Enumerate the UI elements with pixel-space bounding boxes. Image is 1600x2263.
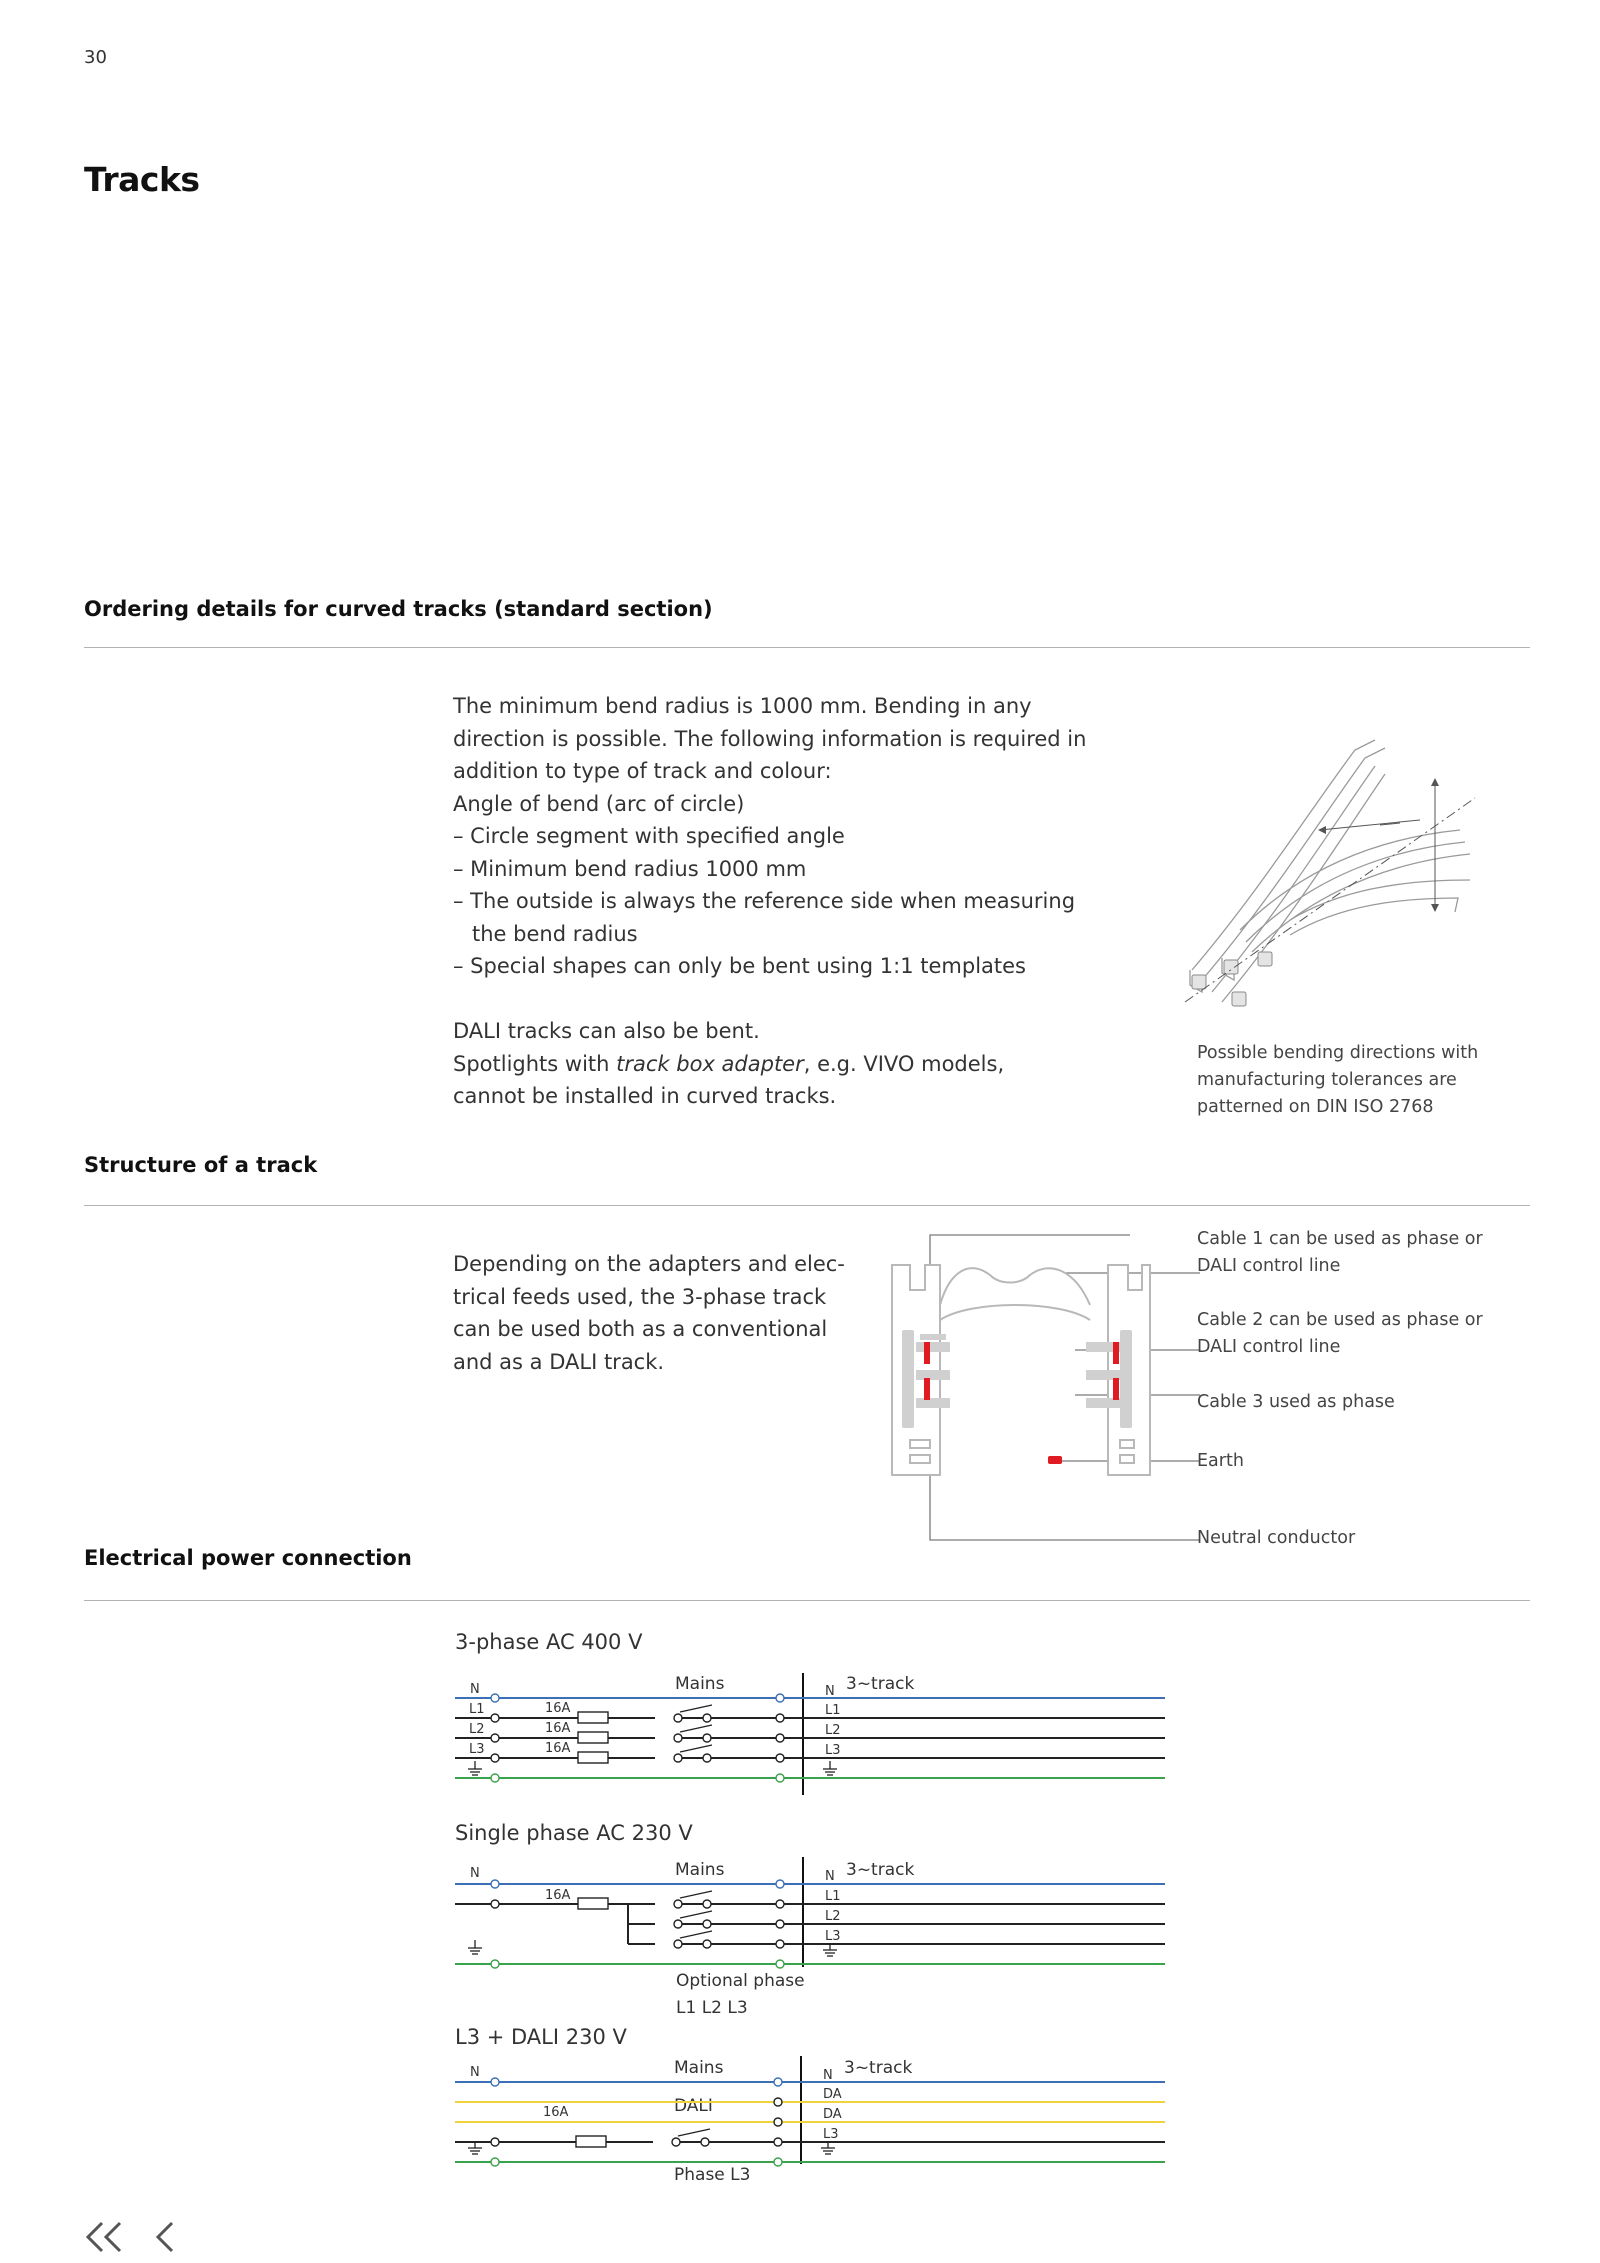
text-line: cannot be installed in curved tracks. bbox=[453, 1084, 837, 1108]
wire-label: L3 bbox=[823, 2127, 839, 2142]
wiring-diagram-single-phase bbox=[450, 1852, 1170, 2022]
text-line: addition to type of track and colour: bbox=[453, 759, 832, 783]
text-line: Depending on the adapters and elec- bbox=[453, 1252, 845, 1276]
structure-body-text bbox=[453, 1248, 845, 1378]
wiring-diagram-3phase bbox=[450, 1665, 1170, 1815]
caption-line: Possible bending directions with bbox=[1197, 1043, 1479, 1063]
wire-label: L1 bbox=[825, 1889, 841, 1904]
text-line: – The outside is always the reference side when measuring bbox=[453, 889, 1076, 913]
wire-label: N bbox=[825, 1684, 835, 1699]
phase-l3-label: Phase L3 bbox=[674, 2165, 751, 2185]
dali-label: DALI bbox=[674, 2096, 713, 2116]
text-span: , e.g. VIVO models, bbox=[803, 1051, 1005, 1076]
wire-label: L2 bbox=[469, 1722, 485, 1737]
section-divider bbox=[84, 647, 1530, 648]
optional-phase-options: L1 L2 L3 bbox=[676, 1998, 748, 2018]
caption-line: patterned on DIN ISO 2768 bbox=[1197, 1097, 1434, 1117]
wire-label: DA bbox=[823, 2107, 842, 2122]
diagram-title-3phase: 3-phase AC 400 V bbox=[455, 1630, 643, 1654]
chevron-left-icon[interactable] bbox=[154, 2220, 180, 2254]
label-earth: Earth bbox=[1197, 1451, 1244, 1471]
text-line: – Circle segment with specified angle bbox=[453, 824, 845, 848]
wire-label: L3 bbox=[825, 1743, 841, 1758]
wire-label: L2 bbox=[825, 1723, 841, 1738]
section-heading-structure: Structure of a track bbox=[84, 1153, 318, 1177]
caption-line: manufacturing tolerances are bbox=[1197, 1070, 1457, 1090]
label-cable-3: Cable 3 used as phase bbox=[1197, 1392, 1395, 1412]
text-span: Spotlights with bbox=[453, 1051, 617, 1076]
text-line: the bend radius bbox=[472, 921, 638, 946]
label-line: DALI control line bbox=[1197, 1256, 1341, 1276]
text-line: and as a DALI track. bbox=[453, 1349, 665, 1374]
mains-label: Mains bbox=[674, 2058, 724, 2078]
track-label: 3~track bbox=[846, 1860, 915, 1880]
curved-body-text bbox=[453, 690, 1086, 1113]
wire-label: N bbox=[470, 1866, 480, 1881]
diagram-title-single-phase: Single phase AC 230 V bbox=[455, 1821, 693, 1845]
wire-label: L1 bbox=[825, 1703, 841, 1718]
page-title: Tracks bbox=[84, 160, 200, 199]
text-line: can be used both as a conventional bbox=[453, 1317, 828, 1341]
wire-label: L3 bbox=[469, 1742, 485, 1757]
wire-label: L3 bbox=[825, 1929, 841, 1944]
wire-label: N bbox=[470, 1682, 480, 1697]
track-label: 3~track bbox=[844, 2058, 913, 2078]
label-neutral: Neutral conductor bbox=[1197, 1528, 1356, 1548]
text-line bbox=[453, 1048, 1086, 1081]
text-line: direction is possible. The following information is required in bbox=[453, 726, 1087, 751]
text-line: – Special shapes can only be bent using 1:1 templates bbox=[453, 954, 1026, 978]
section-divider bbox=[84, 1600, 1530, 1601]
label-cable-2 bbox=[1197, 1307, 1483, 1361]
wire-label: L2 bbox=[825, 1909, 841, 1924]
section-heading-curved: Ordering details for curved tracks (standard section) bbox=[84, 597, 713, 621]
label-cable-1 bbox=[1197, 1226, 1483, 1280]
text-line: trical feeds used, the 3-phase track bbox=[453, 1284, 827, 1309]
text-line: – Minimum bend radius 1000 mm bbox=[453, 856, 807, 881]
track-label: 3~track bbox=[846, 1674, 915, 1694]
optional-phase-label: Optional phase bbox=[676, 1971, 805, 1991]
wire-label: N bbox=[825, 1869, 835, 1884]
text-line: Angle of bend (arc of circle) bbox=[453, 791, 745, 816]
page-number: 30 bbox=[84, 47, 107, 68]
mains-label: Mains bbox=[675, 1674, 725, 1694]
wiring-diagram-dali bbox=[450, 2052, 1170, 2187]
label-line: DALI control line bbox=[1197, 1337, 1341, 1357]
fuse-label: 16A bbox=[543, 2105, 569, 2120]
label-line: Cable 2 can be used as phase or bbox=[1197, 1310, 1483, 1330]
wire-label: DA bbox=[823, 2087, 842, 2102]
fuse-label: 16A bbox=[545, 1741, 571, 1756]
curved-track-illustration bbox=[1180, 730, 1480, 1010]
text-line: DALI tracks can also be bent. bbox=[453, 1019, 760, 1043]
text-line: The minimum bend radius is 1000 mm. Bending in any bbox=[453, 694, 1032, 718]
track-cross-section bbox=[880, 1230, 1200, 1550]
wire-label: L1 bbox=[469, 1702, 485, 1717]
italic-term: track box adapter bbox=[616, 1051, 804, 1076]
double-chevron-left-icon[interactable] bbox=[82, 2220, 128, 2254]
fuse-label: 16A bbox=[545, 1701, 571, 1716]
section-heading-electrical: Electrical power connection bbox=[84, 1546, 412, 1570]
bending-caption bbox=[1197, 1040, 1478, 1121]
fuse-label: 16A bbox=[545, 1721, 571, 1736]
diagram-title-dali: L3 + DALI 230 V bbox=[455, 2025, 627, 2049]
section-divider bbox=[84, 1205, 1530, 1206]
fuse-label: 16A bbox=[545, 1888, 571, 1903]
wire-label: N bbox=[470, 2065, 480, 2080]
label-line: Cable 1 can be used as phase or bbox=[1197, 1229, 1483, 1249]
mains-label: Mains bbox=[675, 1860, 725, 1880]
wire-label: N bbox=[823, 2068, 833, 2083]
